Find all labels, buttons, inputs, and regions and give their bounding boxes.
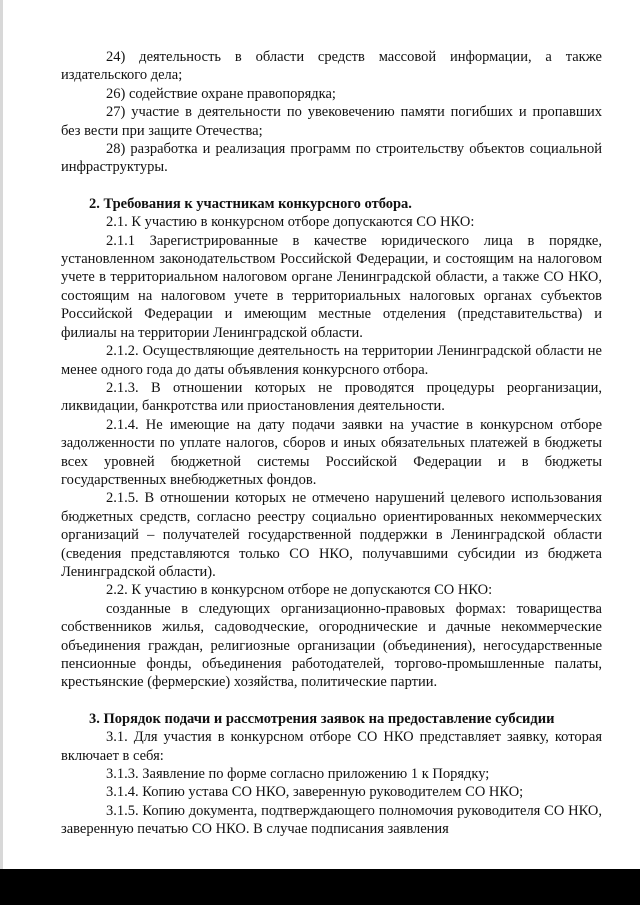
paragraph-2-1-4: 2.1.4. Не имеющие на дату подачи заявки на участие в конкурсном отборе задолженности по уплате налогов, сборов и иных обязательных платежей в бюджеты всех уровней бюджетной системы Российской Федерации и в бюджеты государственных внебюджетных фондов. xyxy=(61,416,602,488)
spacer xyxy=(61,692,602,710)
section-3-heading: 3. Порядок подачи и рассмотрения заявок на предоставление субсидии xyxy=(89,710,555,727)
spacer xyxy=(61,177,602,195)
paragraph-2-2: 2.2. К участию в конкурсном отборе не допускаются СО НКО: xyxy=(106,582,493,599)
paragraph-2-1-5: 2.1.5. В отношении которых не отмечено нарушений целевого использования бюджетных средств, согласно реестру социально ориентированных некоммерческих организаций – получателей государственной поддержки в Ленинградской области (сведения представляются только СО НКО, получавшими субсидии из бюджета Ленинградской области). xyxy=(61,490,602,580)
item-26: 26) содействие охране правопорядка; xyxy=(106,85,336,102)
paragraph-2-1-3: 2.1.3. В отношении которых не проводятся процедуры реорганизации, ликвидации, банкротства или приостановления деятельности. xyxy=(61,379,602,415)
paragraph-2-1-2: 2.1.2. Осуществляющие деятельность на территории Ленинградской области не менее одного года до даты объявления конкурсного отбора. xyxy=(61,343,602,378)
scan-bottom-band xyxy=(0,869,640,905)
paragraph-2-1: 2.1. К участию в конкурсном отборе допускаются СО НКО: xyxy=(106,214,475,231)
document-body xyxy=(61,48,602,839)
paragraph-2-1-1: 2.1.1 Зарегистрированные в качестве юридического лица в порядке, установленном законодательством Российской Федерации, и состоящим на налоговом учете в территориальном налоговом органе Ленинградской области, а также СО НКО, состоящим на налоговом учете в территориальных налоговых органах субъектов Российской Федерации и имеющим местные отделения (представительства) и филиалы на территории Ленинградской области. xyxy=(61,232,602,341)
paragraph-3-1-3: 3.1.3. Заявление по форме согласно приложению 1 к Порядку; xyxy=(106,766,490,783)
paragraph-3-1-5: 3.1.5. Копию документа, подтверждающего полномочия руководителя СО НКО, заверенную печатью СО НКО. В случае подписания заявления xyxy=(61,802,602,838)
item-27: 27) участие в деятельности по увековечению памяти погибших и пропавших без вести при защите Отечества; xyxy=(61,104,602,139)
paragraph-3-1-4: 3.1.4. Копию устава СО НКО, заверенную руководителем СО НКО; xyxy=(106,784,524,801)
item-28: 28) разработка и реализация программ по строительству объектов социальной инфраструктуры. xyxy=(61,141,602,176)
paragraph-3-1: 3.1. Для участия в конкурсном отборе СО НКО представляет заявку, которая включает в себя: xyxy=(61,729,602,764)
paragraph-2-2-text: созданные в следующих организационно-правовых формах: товарищества собственников жилья, садоводческие, огороднические и дачные некоммерческие объединения граждан, религиозные организации (объединения), негосударственные пенсионные фонды, объединения работодателей, торгово-промышленные палаты, крестьянские (фермерские) хозяйства, политические партии. xyxy=(61,600,602,691)
scan-edge xyxy=(0,0,3,869)
item-24: 24) деятельность в области средств массовой информации, а также издательского дела; xyxy=(61,49,602,84)
section-2-heading: 2. Требования к участникам конкурсного отбора. xyxy=(89,195,412,212)
